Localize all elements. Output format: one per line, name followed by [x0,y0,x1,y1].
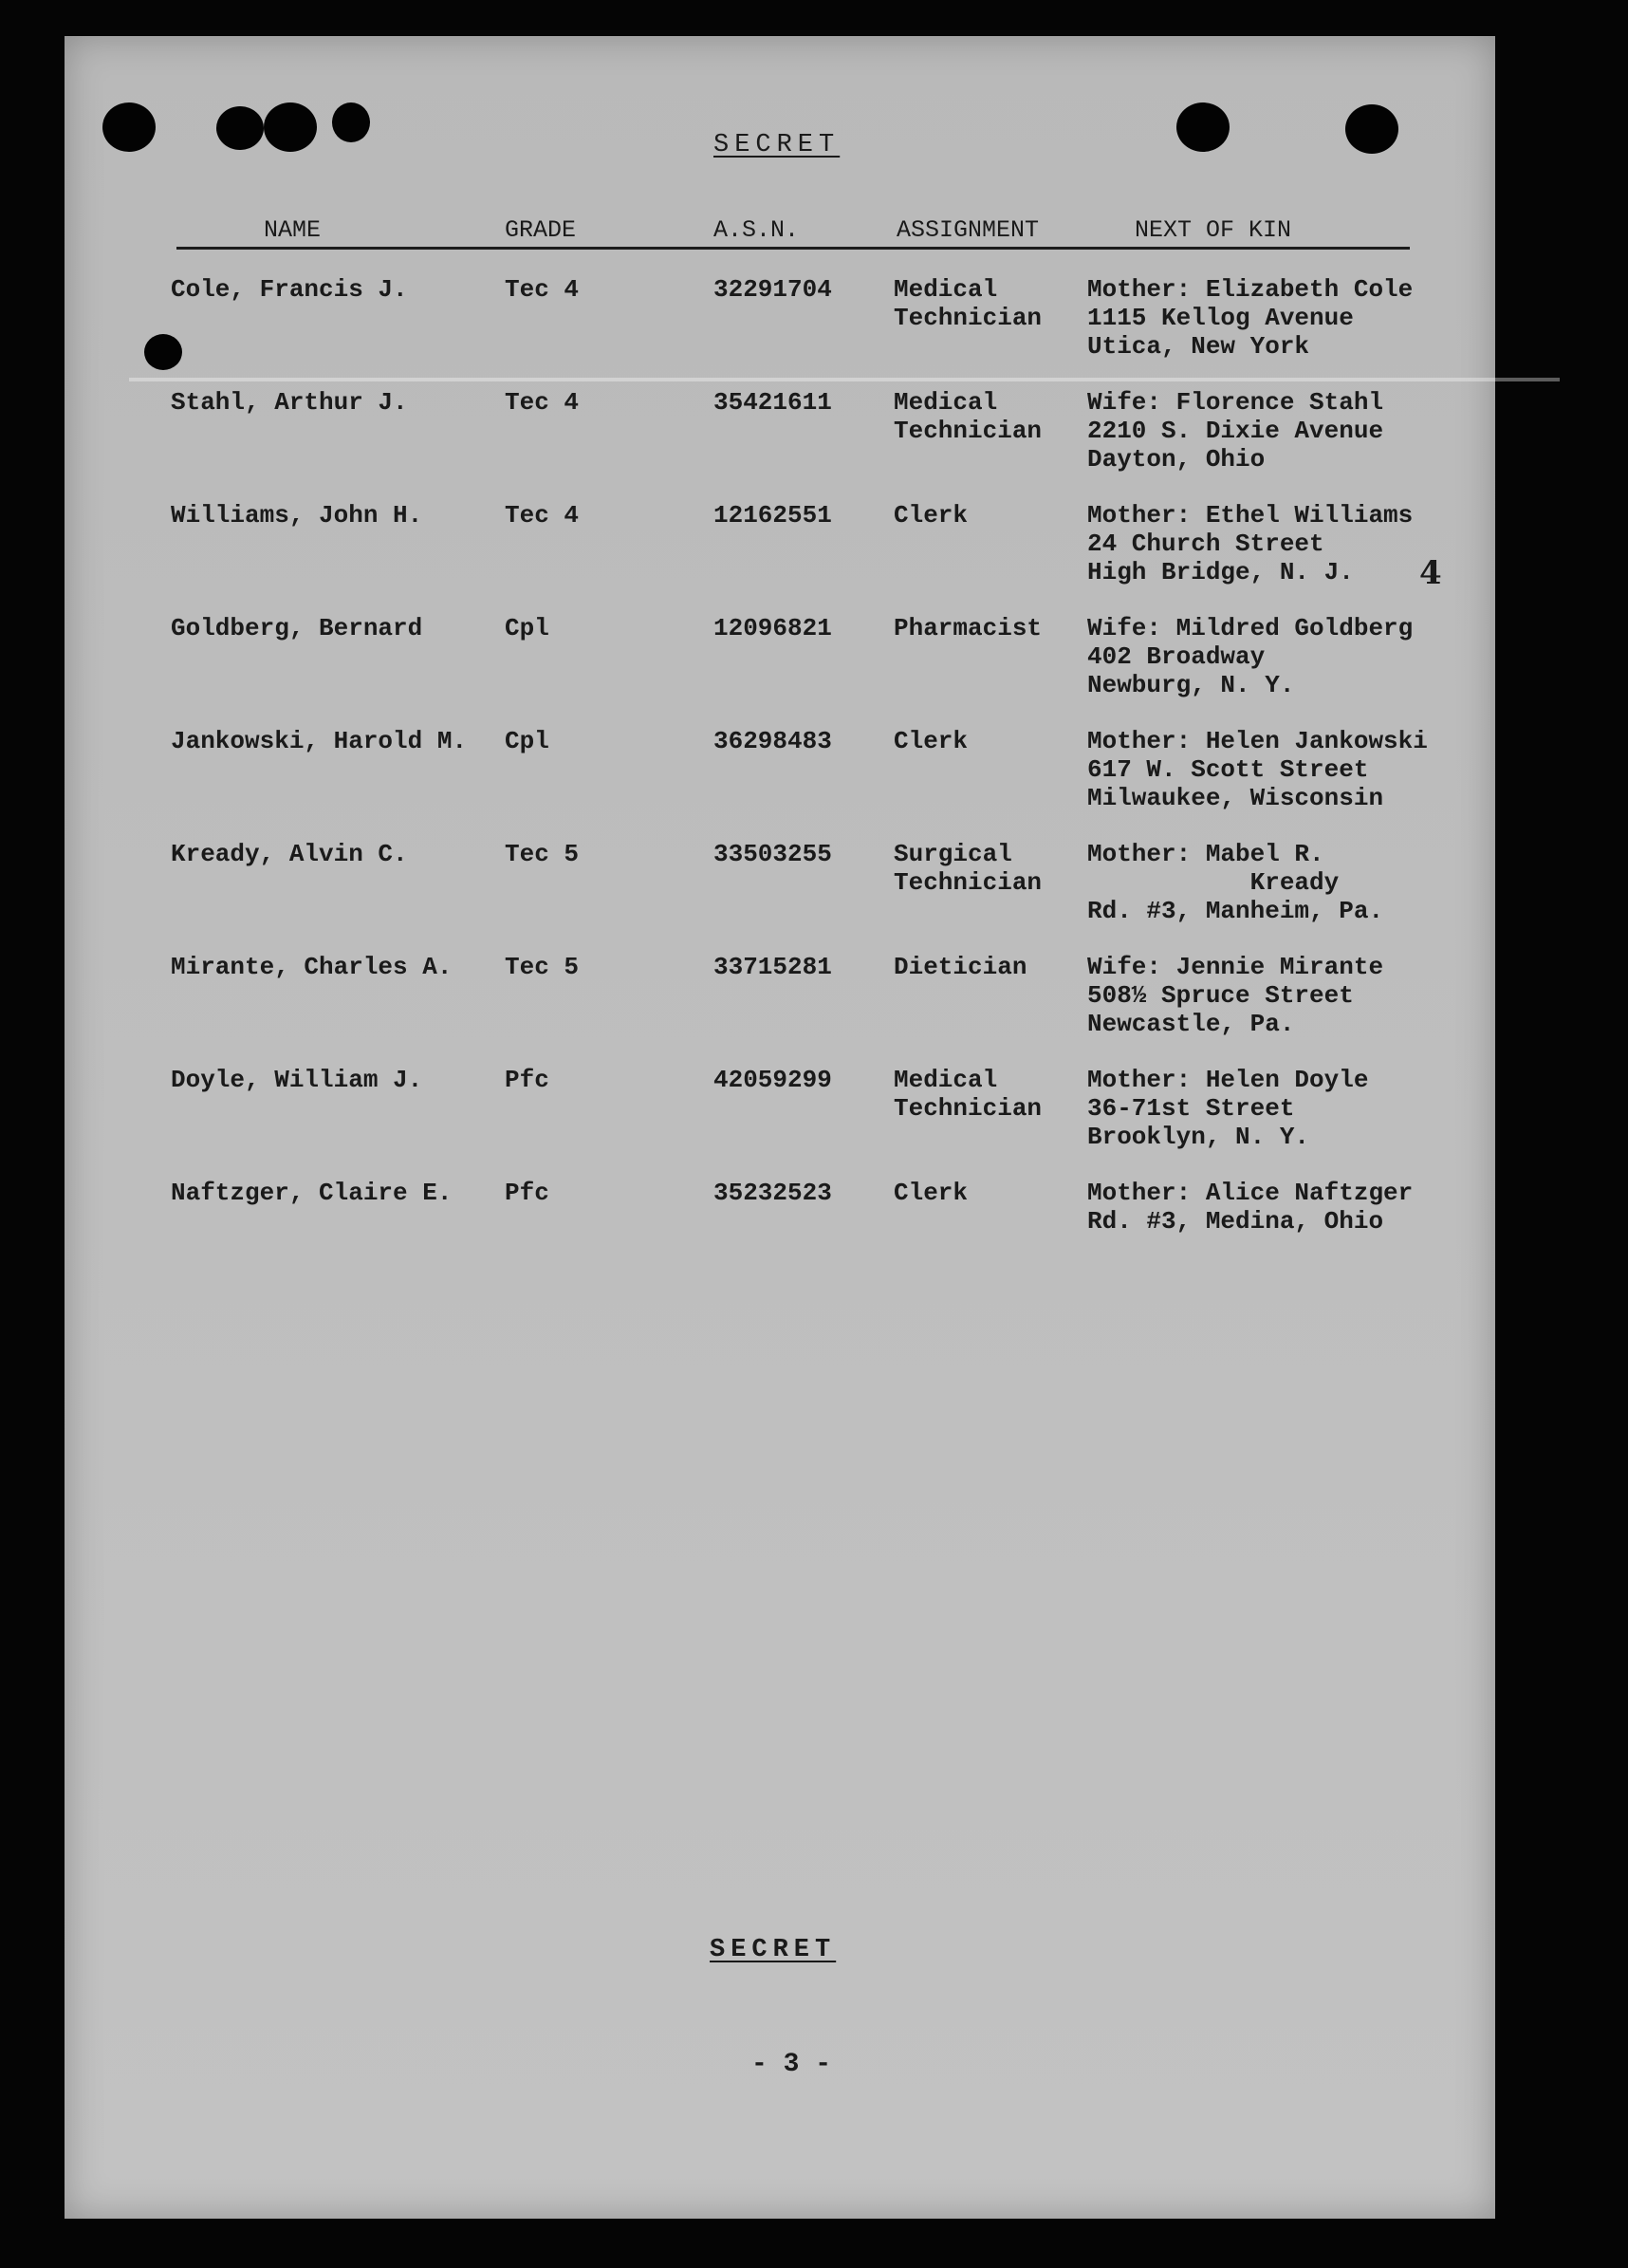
row-asn: 12096821 [713,614,832,642]
row-kin [1087,388,1383,474]
assignment-line: Dietician [894,953,1027,981]
row-name: Doyle, William J. [171,1066,423,1094]
row-asn: 35232523 [713,1179,832,1207]
header-rule [176,247,1410,250]
row-grade: Tec 4 [505,275,580,304]
assignment-line: Technician [894,417,1043,445]
kin-line: Kready [1087,868,1340,897]
row-name: Naftzger, Claire E. [171,1179,453,1207]
row-kin [1087,501,1413,586]
assignment-line: Technician [894,1094,1043,1123]
kin-line: Wife: Mildred Goldberg [1087,614,1414,642]
kin-line: Mother: Helen Jankowski [1087,727,1428,755]
row-grade: Tec 4 [505,501,580,530]
row-kin [1087,614,1413,699]
kin-line: Mother: Ethel Williams [1087,501,1414,530]
row-asn: 12162551 [713,501,832,530]
kin-line: Mother: Alice Naftzger [1087,1179,1414,1207]
punch-hole [102,102,156,152]
row-asn: 32291704 [713,275,832,304]
row-kin [1087,275,1413,361]
row-assignment [894,501,968,530]
kin-line: Utica, New York [1087,332,1310,361]
column-header-next-of-kin: NEXT OF KIN [1135,216,1292,244]
row-kin [1087,1066,1368,1151]
punch-hole [332,102,370,142]
assignment-line: Medical [894,388,998,417]
row-name: Williams, John H. [171,501,423,530]
kin-line: Newburg, N. Y. [1087,671,1295,699]
kin-line: Mother: Helen Doyle [1087,1066,1369,1094]
column-header-assignment: ASSIGNMENT [897,216,1040,244]
column-header-asn: A.S.N. [713,216,800,244]
assignment-line: Clerk [894,1179,969,1207]
row-grade: Pfc [505,1179,549,1207]
kin-line: Rd. #3, Medina, Ohio [1087,1207,1384,1236]
side-mark: 4 [1419,554,1442,592]
kin-line: 617 W. Scott Street [1087,755,1369,784]
kin-line: Milwaukee, Wisconsin [1087,784,1384,812]
assignment-line: Technician [894,868,1043,897]
footer-classification: SECRET [710,1936,837,1964]
row-asn: 42059299 [713,1066,832,1094]
row-assignment [894,840,1042,897]
header-classification: SECRET [713,131,841,159]
punch-hole [144,334,182,370]
row-name: Kready, Alvin C. [171,840,408,868]
row-assignment [894,614,1042,642]
kin-line: Newcastle, Pa. [1087,1010,1295,1038]
row-name: Mirante, Charles A. [171,953,453,981]
row-assignment [894,953,1027,981]
row-name: Stahl, Arthur J. [171,388,408,417]
page-number: - 3 - [751,2050,832,2079]
kin-line: 24 Church Street [1087,530,1324,558]
row-grade: Tec 5 [505,953,580,981]
column-header-grade: GRADE [505,216,577,244]
row-assignment [894,727,968,755]
kin-line: Mother: Elizabeth Cole [1087,275,1414,304]
row-asn: 35421611 [713,388,832,417]
row-grade: Pfc [505,1066,549,1094]
punch-hole [1345,104,1398,154]
row-name: Goldberg, Bernard [171,614,423,642]
row-grade: Tec 4 [505,388,580,417]
row-asn: 36298483 [713,727,832,755]
kin-line: High Bridge, N. J. [1087,558,1354,586]
assignment-line: Technician [894,304,1043,332]
row-assignment [894,1066,1042,1123]
row-grade: Tec 5 [505,840,580,868]
row-kin [1087,1179,1413,1236]
row-kin [1087,840,1383,925]
assignment-line: Medical [894,1066,998,1094]
paper-crease [129,378,1560,381]
kin-line: Wife: Florence Stahl [1087,388,1384,417]
kin-line: Mother: Mabel R. [1087,840,1324,868]
kin-line: 1115 Kellog Avenue [1087,304,1354,332]
column-header-name: NAME [264,216,322,244]
row-name: Jankowski, Harold M. [171,727,468,755]
row-assignment [894,1179,968,1207]
kin-line: 2210 S. Dixie Avenue [1087,417,1384,445]
row-grade: Cpl [505,614,549,642]
row-kin [1087,727,1428,812]
row-assignment [894,388,1042,445]
kin-line: Dayton, Ohio [1087,445,1266,474]
assignment-line: Clerk [894,727,969,755]
punch-hole [264,102,317,152]
kin-line: 36-71st Street [1087,1094,1295,1123]
row-asn: 33715281 [713,953,832,981]
assignment-line: Medical [894,275,998,304]
row-grade: Cpl [505,727,549,755]
kin-line: 402 Broadway [1087,642,1266,671]
row-asn: 33503255 [713,840,832,868]
row-kin [1087,953,1383,1038]
row-assignment [894,275,1042,332]
assignment-line: Pharmacist [894,614,1043,642]
punch-hole [216,106,264,150]
kin-line: 508½ Spruce Street [1087,981,1354,1010]
punch-hole [1176,102,1230,152]
kin-line: Brooklyn, N. Y. [1087,1123,1310,1151]
assignment-line: Surgical [894,840,1012,868]
kin-line: Rd. #3, Manheim, Pa. [1087,897,1384,925]
assignment-line: Clerk [894,501,969,530]
kin-line: Wife: Jennie Mirante [1087,953,1384,981]
row-name: Cole, Francis J. [171,275,408,304]
